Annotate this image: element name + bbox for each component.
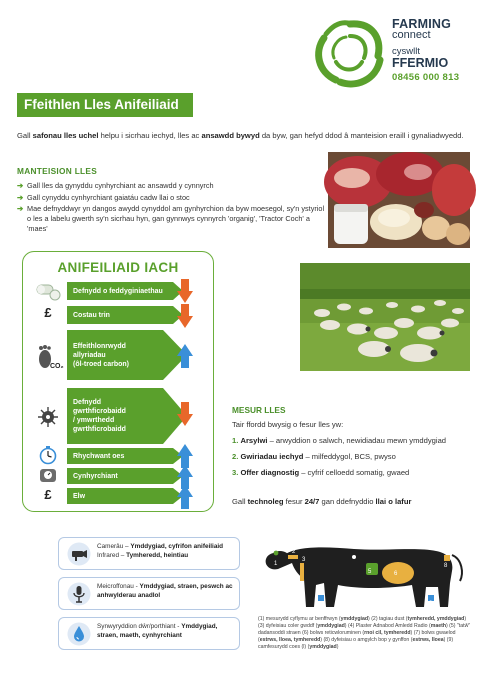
svg-text:8: 8 bbox=[444, 563, 448, 569]
svg-text:1: 1 bbox=[274, 561, 278, 567]
list-item: ➔ Gall cynyddu cynhyrchiant gaiatáu cadw llai o stoc bbox=[17, 192, 190, 202]
list-item: 2. Gwiriadau iechyd – milfeddygol, BCS, pwyso bbox=[232, 452, 396, 461]
arrow-down-icon bbox=[177, 304, 193, 328]
tag-emissions-efficiency: Effeithlonrwydd allyriadau (ôl-troed carbon) bbox=[67, 330, 163, 380]
logo-farming-text: FARMING bbox=[392, 17, 452, 31]
tech-microphones-text: Meicroffonau - Ymddygiad, straen, peswch ac anhwylderau anadlol bbox=[97, 583, 233, 599]
arrow-right-icon: ➔ bbox=[17, 181, 24, 190]
svg-text:9: 9 bbox=[429, 601, 433, 607]
food-products-photo bbox=[328, 152, 470, 248]
logo-cyswllt-text: cyswllt bbox=[392, 46, 420, 57]
svg-text:5: 5 bbox=[368, 569, 372, 575]
benefits-heading: MANTEISION LLES bbox=[17, 166, 98, 176]
healthy-animals-title: ANIFEILIAID IACH bbox=[57, 260, 179, 275]
carbon-footprint-icon bbox=[35, 344, 64, 375]
cow-diagram-caption: (1) mesurydd cyflymu ar benffrwyn (ymddygiad) (2) tagiau dust (tymheredd, ymddygiad) (3) dyfeisiau coler gwddf (ymddygiad) (4) Plaster Adnabod Amledd Radio (maeth) (5) "tatŵ" dadansoddi straen (6) bolws reticwloruminen (rnoi cil, tymheredd) (7) bolws gwaelod (estrws, lloea, tymheredd) (8) dyfeisiau o amgylch bop y gynffon (estrws, lloea) (9) camfesurydd coes (l) (ymddygiad) bbox=[258, 616, 471, 650]
svg-text:CO₂: CO₂ bbox=[50, 363, 64, 370]
technology-note: Gall technoleg fesur 24/7 gan ddefnyddio llai o lafur bbox=[232, 497, 412, 506]
tag-antimicrobial: Defnydd gwrthficrobaidd / ymwrthedd gwrthficrobaidd bbox=[67, 388, 163, 444]
svg-text:2: 2 bbox=[292, 549, 296, 555]
list-item: ➔ Gall lles da gynyddu cynhyrchiant ac ansawdd y cynnyrch bbox=[17, 181, 214, 190]
microphone-icon bbox=[67, 582, 91, 606]
tag-lifespan: Rhychwant oes bbox=[67, 448, 173, 464]
list-item: 1. Arsylwi – arwyddion o salwch, newidiadau mewn ymddygiad bbox=[232, 436, 447, 445]
arrow-right-icon: ➔ bbox=[17, 204, 24, 213]
water-sensor-icon bbox=[67, 622, 91, 646]
benefits-list bbox=[17, 181, 327, 236]
logo-connect-text: connect bbox=[392, 29, 431, 41]
pills-icon bbox=[35, 280, 61, 307]
tag-medicine-use: Defnydd o feddyginiaethau bbox=[67, 282, 173, 300]
list-item: 3. Offer diagnostig – cyfrif celloedd somatig, gwaed bbox=[232, 468, 410, 477]
logo-ffermio-text: FFERMIO bbox=[392, 56, 449, 70]
arrow-down-icon bbox=[177, 279, 193, 303]
measuring-heading: MESUR LLES bbox=[232, 405, 286, 415]
list-item: ➔ Mae defnyddwyr yn dangos awydd cynyddol am gynhyrchion da byw moesegol, sy'n ystyriol o les a labelu gwerth sy'n sicrhau hyn, gan gynnwys cynnyrch 'organig', 'Tractor Coch' a 'maes' bbox=[17, 204, 325, 233]
sheep-field-photo bbox=[300, 263, 470, 371]
healthy-animals-panel bbox=[22, 251, 214, 512]
farming-connect-logo bbox=[312, 14, 476, 90]
arrow-up-icon bbox=[177, 485, 193, 509]
arrow-down-icon bbox=[177, 402, 193, 426]
tech-box-cameras bbox=[58, 537, 240, 570]
tech-cameras-text: Camerâu – Ymddygiad, cyfrifon anifeiliaid Infrared – Tymheredd, heintiau bbox=[97, 543, 224, 559]
measuring-intro: Tair ffordd bwysig o fesur lles yw: bbox=[232, 420, 344, 429]
swirl-logo-icon bbox=[312, 16, 388, 90]
tag-treatment-costs: Costau trin bbox=[67, 306, 173, 324]
svg-text:3: 3 bbox=[302, 557, 306, 563]
pound-icon: £ bbox=[44, 487, 52, 502]
tag-profit: Elw bbox=[67, 488, 173, 504]
tech-box-sensors bbox=[58, 617, 240, 650]
pound-icon: £ bbox=[44, 305, 52, 320]
virus-icon bbox=[35, 406, 61, 433]
svg-text:6: 6 bbox=[394, 571, 398, 577]
camera-icon bbox=[67, 542, 91, 566]
intro-paragraph: Gall safonau lles uchel helpu i sicrhau iechyd, lles ac ansawdd bywyd da byw, gan hefyd ddod â manteision eraill i gynaliadwyedd. bbox=[17, 131, 464, 140]
page-title: Ffeithlen Lles Anifeiliaid bbox=[17, 93, 193, 117]
tech-box-microphones bbox=[58, 577, 240, 610]
cow-sensor-diagram bbox=[258, 533, 472, 613]
tag-productivity: Cynhyrchiant bbox=[67, 468, 173, 484]
arrow-right-icon: ➔ bbox=[17, 192, 24, 202]
logo-phone-number: 08456 000 813 bbox=[392, 72, 460, 83]
tech-sensors-text: Synwyryddion dŵr/porthiant - Ymddygiad, straen, maeth, cynhyrchiant bbox=[97, 623, 218, 639]
arrow-up-icon bbox=[177, 344, 193, 368]
measuring-list bbox=[232, 436, 472, 484]
